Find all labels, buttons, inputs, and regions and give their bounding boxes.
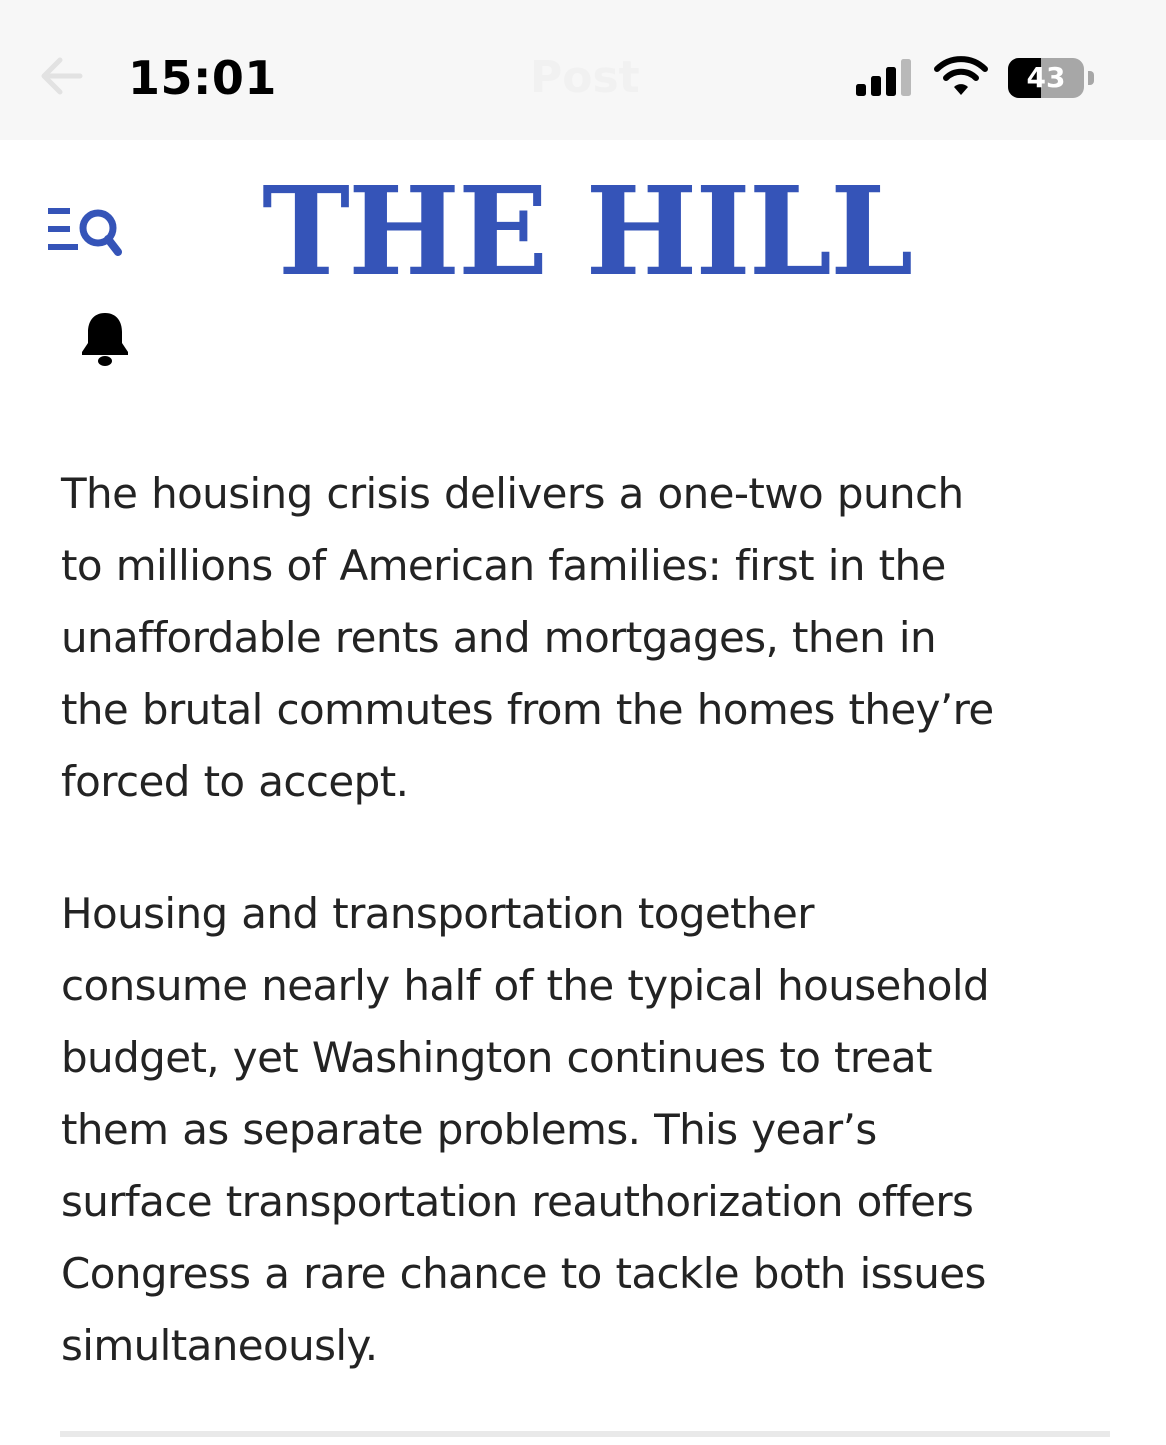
paragraph-line: the brutal commutes from the homes they’re: [61, 685, 994, 734]
status-bar: [0, 0, 1166, 140]
back-arrow-icon[interactable]: [36, 54, 84, 98]
paragraph-line: simultaneously.: [61, 1321, 378, 1370]
paragraph-line: them as separate problems. This year’s: [61, 1105, 877, 1154]
site-logo[interactable]: THE HILL: [262, 159, 912, 303]
battery-level: 43: [1026, 61, 1066, 94]
article-body: [61, 458, 1121, 1442]
paragraph-line: budget, yet Washington continues to treat: [61, 1033, 932, 1082]
wifi-icon: [934, 56, 988, 98]
paragraph-line: The housing crisis delivers a one-two punch: [61, 469, 964, 518]
paragraph-line: surface transportation reauthorization offers: [61, 1177, 974, 1226]
article-paragraph: [61, 878, 1121, 1382]
battery-icon: [1008, 58, 1098, 98]
paragraph-line: unaffordable rents and mortgages, then in: [61, 613, 936, 662]
paragraph-line: to millions of American families: first in the: [61, 541, 946, 590]
paragraph-line: consume nearly half of the typical household: [61, 961, 990, 1010]
status-time: 15:01: [128, 51, 277, 105]
paragraph-line: Congress a rare chance to tackle both issues: [61, 1249, 986, 1298]
menu-search-icon[interactable]: [46, 202, 122, 258]
screen-title: Post: [530, 52, 640, 103]
paragraph-line: forced to accept.: [61, 757, 409, 806]
bell-icon[interactable]: [78, 310, 132, 368]
battery-body: [1008, 58, 1084, 98]
battery-cap: [1088, 71, 1094, 85]
paragraph-line: Housing and transportation together: [61, 889, 814, 938]
signal-icon: [856, 58, 916, 98]
section-divider: [60, 1431, 1110, 1437]
article-paragraph: [61, 458, 1121, 818]
